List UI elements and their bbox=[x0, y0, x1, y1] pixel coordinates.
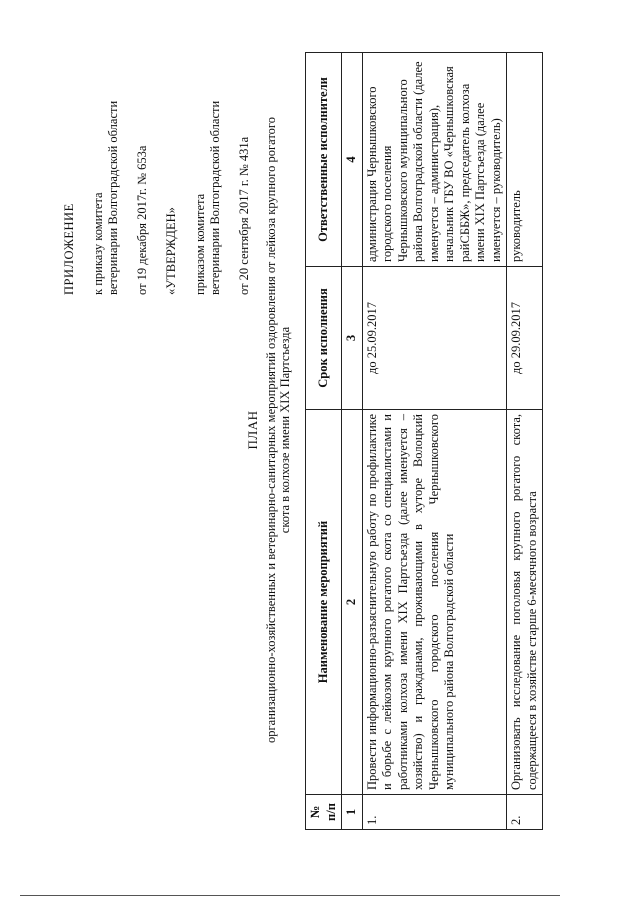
column-number: 1 bbox=[342, 795, 363, 830]
plan-table bbox=[305, 52, 543, 830]
page-footer-rule bbox=[20, 895, 560, 896]
row-responsible: администрация Чернышковского городского поселения Чернышковского муниципального района Волгоградской области (далее именуется – администрация), начальник ГБУ ВО «Чернышковская райСББЖ», председатель колхоза имени XIX Партсъезда (далее именуется – руководитель) bbox=[362, 53, 507, 267]
approved-label: «УТВЕРЖДЕН» bbox=[164, 207, 178, 295]
table-header-row bbox=[306, 53, 342, 830]
plan-subtitle bbox=[264, 60, 292, 800]
column-number: 2 bbox=[342, 410, 363, 795]
row-responsible: руководитель bbox=[507, 53, 543, 267]
appendix-title: ПРИЛОЖЕНИЕ bbox=[62, 203, 76, 295]
table-row bbox=[507, 53, 543, 830]
header-cell-number: № п/п bbox=[306, 795, 342, 830]
approval-ref-line: ветеринарии Волгоградской области bbox=[208, 100, 222, 295]
header-cell-name: Наименование мероприятий bbox=[306, 410, 342, 795]
row-number: 1. bbox=[362, 795, 507, 830]
header-cell-deadline: Срок исполнения bbox=[306, 267, 342, 410]
plan-subtitle-line: скота в колхозе имени XIX Партсъезда bbox=[278, 326, 292, 534]
row-deadline: до 29.09.2017 bbox=[507, 267, 543, 410]
approval-date-line: от 20 сентября 2017 г. № 431а bbox=[237, 136, 251, 295]
plan-title: ПЛАН bbox=[245, 410, 260, 450]
row-activity: Провести информационно-разъяснительную работу по профилактике и борьбе с лейкозом крупного рогатого скота со специалистами и работниками колхоза имени XIX Партсъезда (далее именуется – хозяйство) и гражданами, проживающими в хуторе Волоцкий Чернышковского городского поселения Чернышковского муниципального района Волгоградской области bbox=[362, 410, 507, 795]
row-activity: Организовать исследование поголовья крупного рогатого скота, содержащееся в хозяйстве старше 6-месячного возраста bbox=[507, 410, 543, 795]
order-ref-line: ветеринарии Волгоградской области bbox=[106, 100, 120, 295]
appendix-header bbox=[62, 15, 252, 295]
header-cell-responsible: Ответственные исполнители bbox=[306, 53, 342, 267]
plan-subtitle-line: организационно-хозяйственных и ветеринарно-санитарных мероприятий оздоровления от лейкоза крупного рогатого bbox=[264, 117, 278, 743]
approval-ref-line: приказом комитета bbox=[193, 193, 207, 295]
column-number: 3 bbox=[342, 267, 363, 410]
column-number: 4 bbox=[342, 53, 363, 267]
order-date-line: от 19 декабря 2017г. № 653а bbox=[135, 145, 149, 295]
row-deadline: до 25.09.2017 bbox=[362, 267, 507, 410]
row-number: 2. bbox=[507, 795, 543, 830]
column-number-row bbox=[342, 53, 363, 830]
order-ref-line: к приказу комитета bbox=[91, 192, 105, 295]
table-row bbox=[362, 53, 507, 830]
